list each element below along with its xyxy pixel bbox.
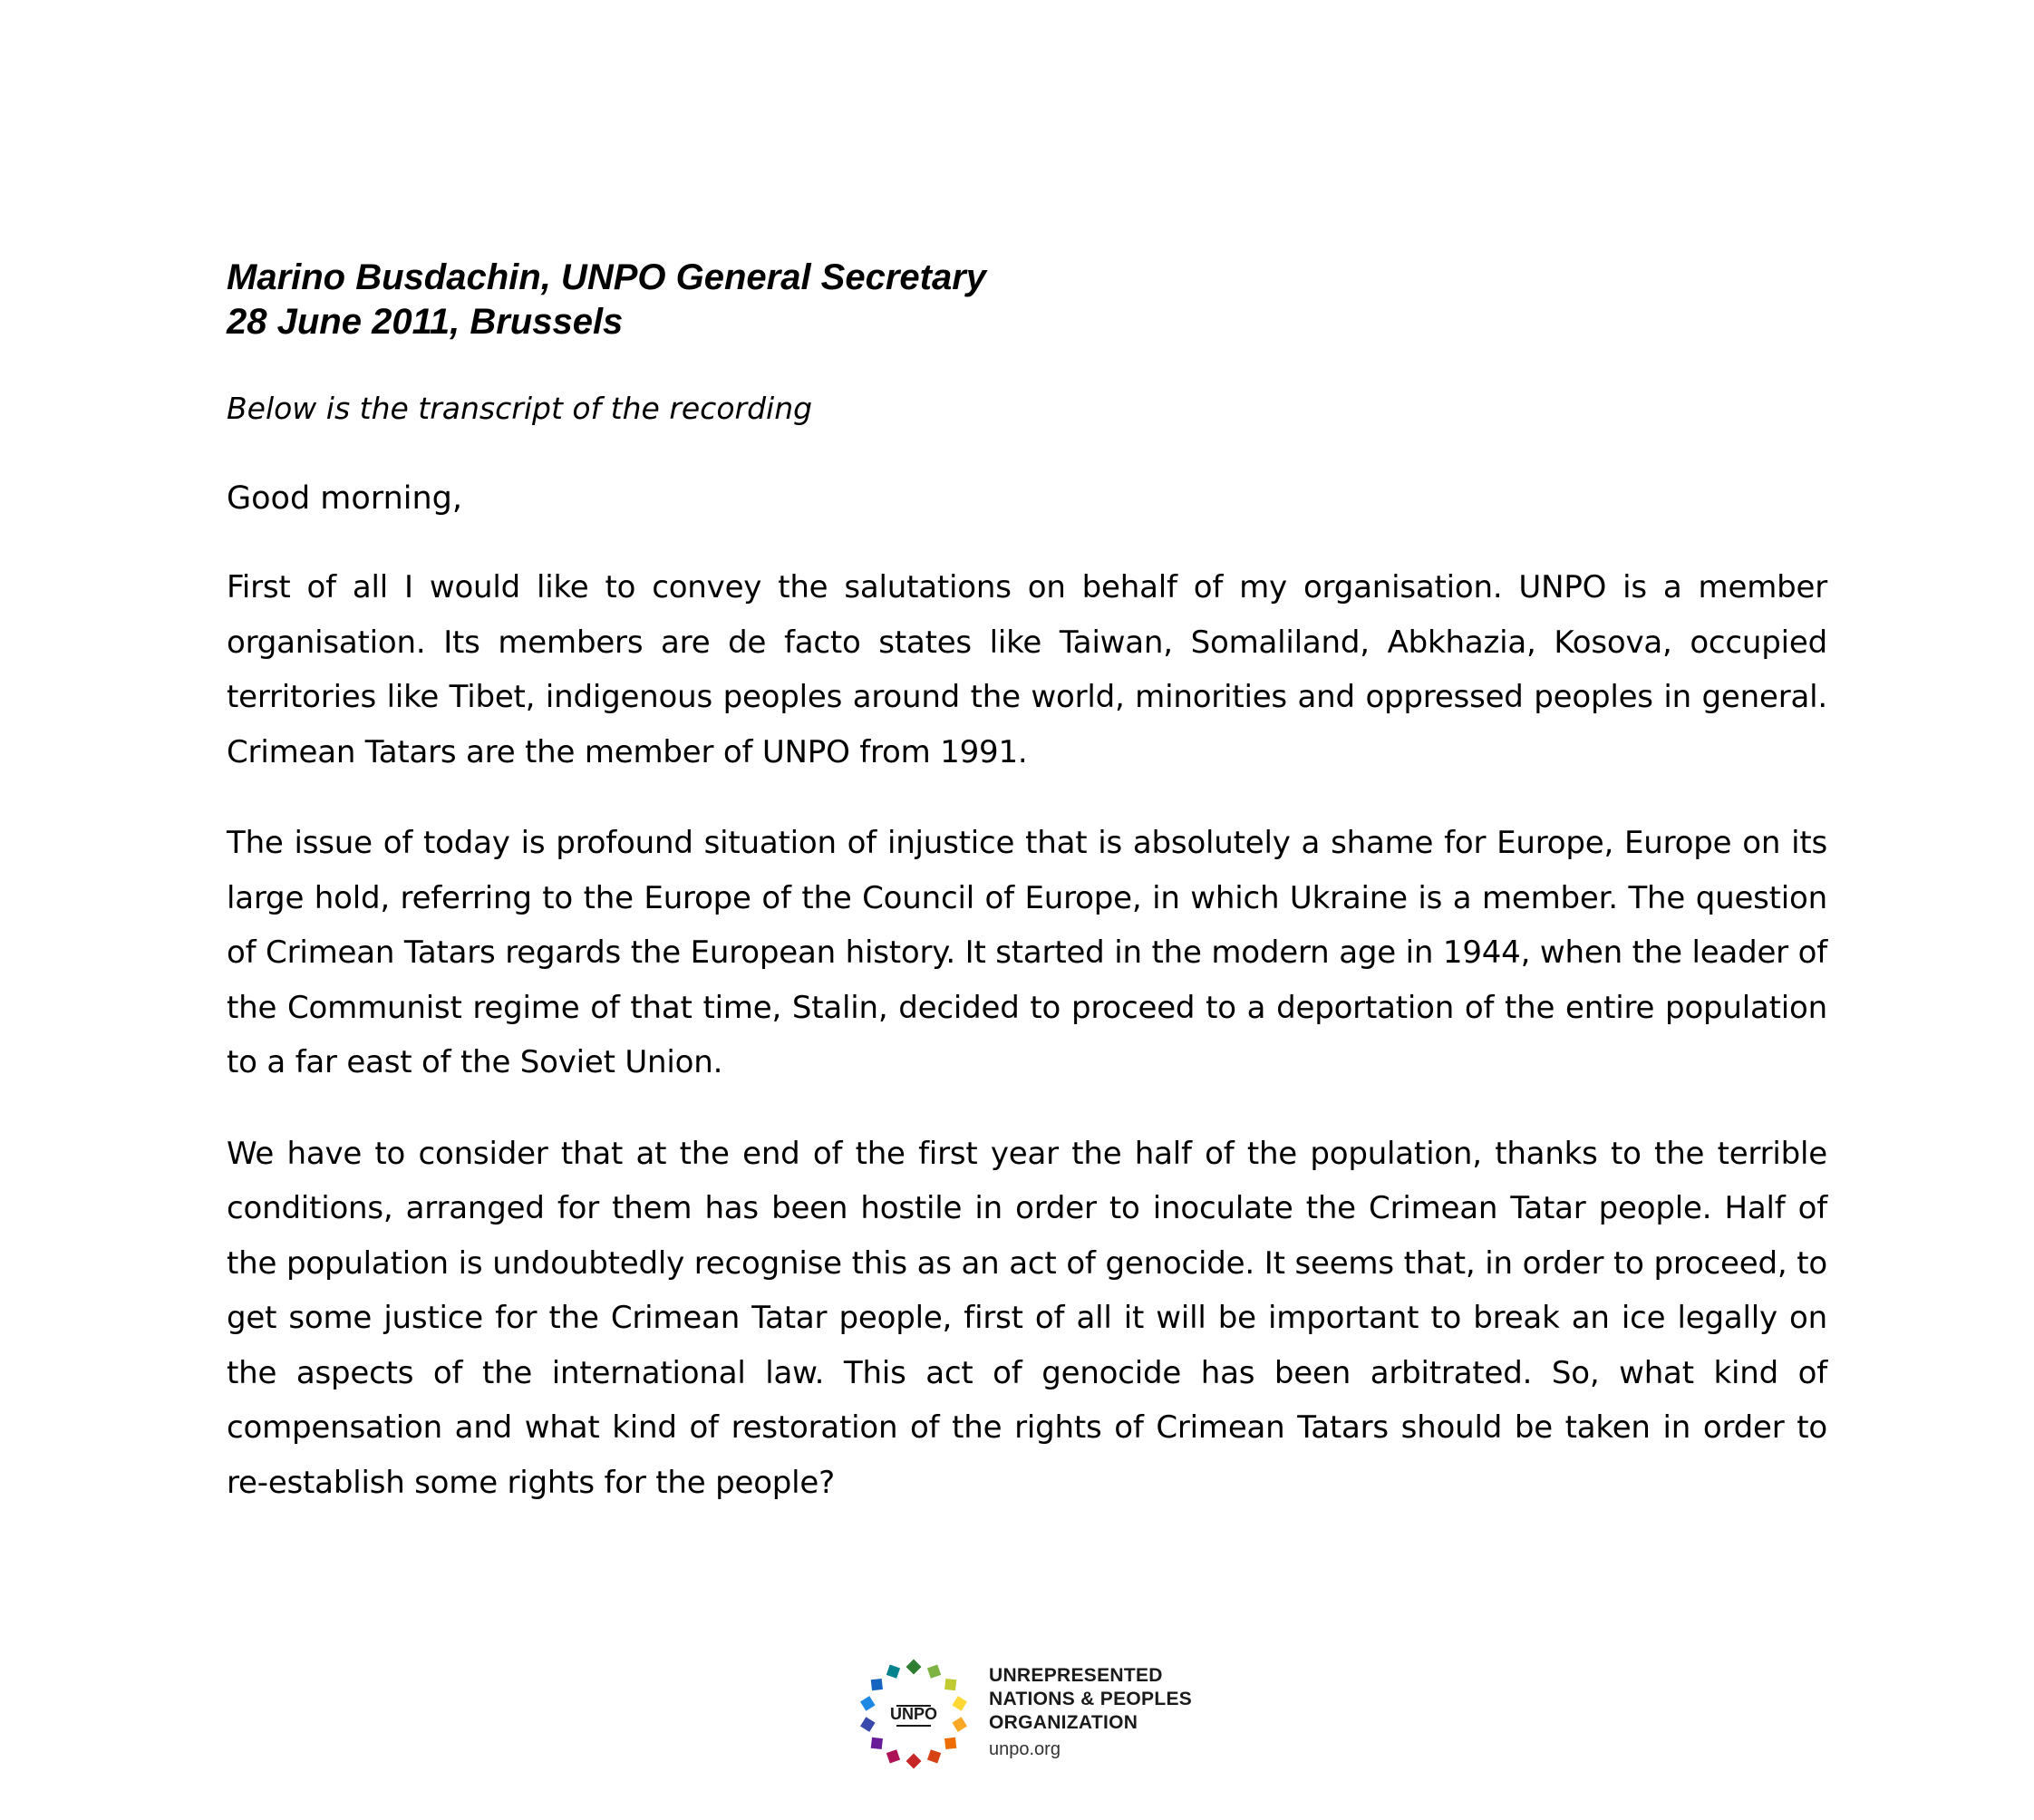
logo-name-line-1: UNREPRESENTED	[989, 1665, 1163, 1686]
ring-segment	[886, 1665, 900, 1679]
unpo-ring-icon	[855, 1655, 973, 1773]
logo-url: unpo.org	[989, 1739, 1061, 1759]
unpo-logo	[855, 1655, 1217, 1773]
transcript-intro: Below is the transcript of the recording	[227, 391, 813, 426]
ring-segment	[886, 1749, 900, 1763]
logo-name-line-2: NATIONS & PEOPLES	[989, 1689, 1193, 1709]
document-body	[227, 256, 1827, 1510]
ring-segment	[860, 1696, 876, 1711]
ring-segment	[952, 1696, 967, 1711]
speaker-title: Marino Busdachin, UNPO General Secretary	[227, 257, 987, 297]
ring-segment	[944, 1738, 956, 1749]
ring-segment	[860, 1717, 876, 1732]
greeting: Good morning,	[227, 480, 463, 517]
ring-segment	[927, 1665, 941, 1679]
ring-segment	[952, 1717, 967, 1732]
ring-segment	[927, 1749, 941, 1763]
paragraph-2: The issue of today is profound situation of injustice that is absolutely a shame for Europe, Europe on its large hold, referring to the Europe of the Council of Europe, in which Ukraine is a member. The question of Crimean Tatars regards the European history. It started in the modern age in 1944, when the leader of the Communist regime of that time, Stalin, decided to proceed to a deportation of the entire population to a far east of the Soviet Union.	[227, 825, 1827, 1080]
ring-segment	[871, 1679, 883, 1690]
ring-segment	[944, 1679, 956, 1690]
ring-segment	[906, 1660, 922, 1675]
paragraph-3: We have to consider that at the end of the first year the half of the population, thanks to the terrible conditions, arranged for them has been hostile in order to inoculate the Crimean Tatar people. Half of the population is undoubtedly recognise this as an act of genocide. It seems that, in order to proceed, to get some justice for the Crimean Tatar people, first of all it will be important to break an ice legally on the aspects of the international law. This act of genocide has been arbitrated. So, what kind of compensation and what kind of restoration of the rights of Crimean Tatars should be taken in order to re-establish some rights for the people?	[227, 1135, 1827, 1501]
ring-segment	[871, 1738, 883, 1749]
ring-segment	[906, 1754, 922, 1769]
paragraph-1: First of all I would like to convey the salutations on behalf of my organisation. UNPO is a member organisation. Its members are de facto states like Taiwan, Somaliland, Abkhazia, Kosova, occupied territories like Tibet, indigenous peoples around the world, minorities and oppressed peoples in general. Crimean Tatars are the member of UNPO from 1991.	[227, 569, 1827, 770]
logo-mark-text: UNPO	[889, 1705, 938, 1723]
date-location: 28 June 2011, Brussels	[227, 302, 624, 342]
logo-name	[989, 1664, 1192, 1735]
logo-name-line-3: ORGANIZATION	[989, 1712, 1138, 1733]
